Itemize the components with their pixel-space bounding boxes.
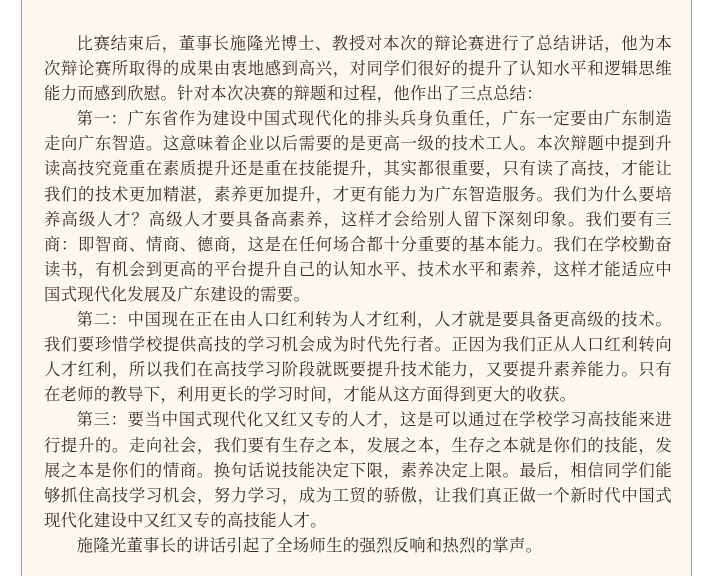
- paragraph-point-one: 第一：广东省作为建设中国式现代化的排头兵身负重任，广东一定要由广东制造走向广东智造。这意味着企业以后需要的是更高一级的技术工人。本次辩题中提到升读高技究竟重在素质提升还是重在技能提升，其实都很重要，只有读了高技，才能让我们的技术更加精湛，素养更加提升，才更有能力为广东智造服务。我们为什么要培养高级人才？高级人才要具备高素养，这样才会给别人留下深刻印象。我们要有三商：即智商、情商、德商，这是在任何场合都十分重要的基本能力。我们在学校勤奋读书，有机会到更高的平台提升自己的认知水平、技术水平和素养，这样才能适应中国式现代化发展及广东建设的需要。: [44, 109, 672, 304]
- paragraph-closing: 施隆光董事长的讲话引起了全场师生的强烈反响和热烈的掌声。: [76, 535, 543, 555]
- article-frame: [21, 0, 692, 576]
- paragraph-point-three: 第三：要当中国式现代化又红又专的人才，这是可以通过在学校学习高技能来进行提升的。走向社会，我们要有生存之本，发展之本，生存之本就是你们的技能，发展之本是你们的情商。换句话说技能决定下限，素养决定上限。最后，相信同学们能够抓住高技学习机会，努力学习，成为工贸的骄傲，让我们真正做一个新时代中国式现代化建设中又红又专的高技能人才。: [44, 410, 672, 530]
- article-body: [44, 31, 672, 558]
- paragraph-point-two: 第二：中国现在正在由人口红利转为人才红利，人才就是要具备更高级的技术。我们要珍惜学校提供高技的学习机会成为时代先行者。正因为我们正从人口红利转向人才红利，所以我们在高技学习阶段就既要提升技术能力，又要提升素养能力。只有在老师的教导下，利用更长的学习时间，才能从这方面得到更大的收获。: [44, 310, 672, 405]
- paragraph-intro: 比赛结束后，董事长施隆光博士、教授对本次的辩论赛进行了总结讲话，他为本次辩论赛所取得的成果由衷地感到高兴，对同学们很好的提升了认知水平和逻辑思维能力而感到欣慰。针对本次决赛的辩题和过程，他作出了三点总结：: [44, 34, 672, 104]
